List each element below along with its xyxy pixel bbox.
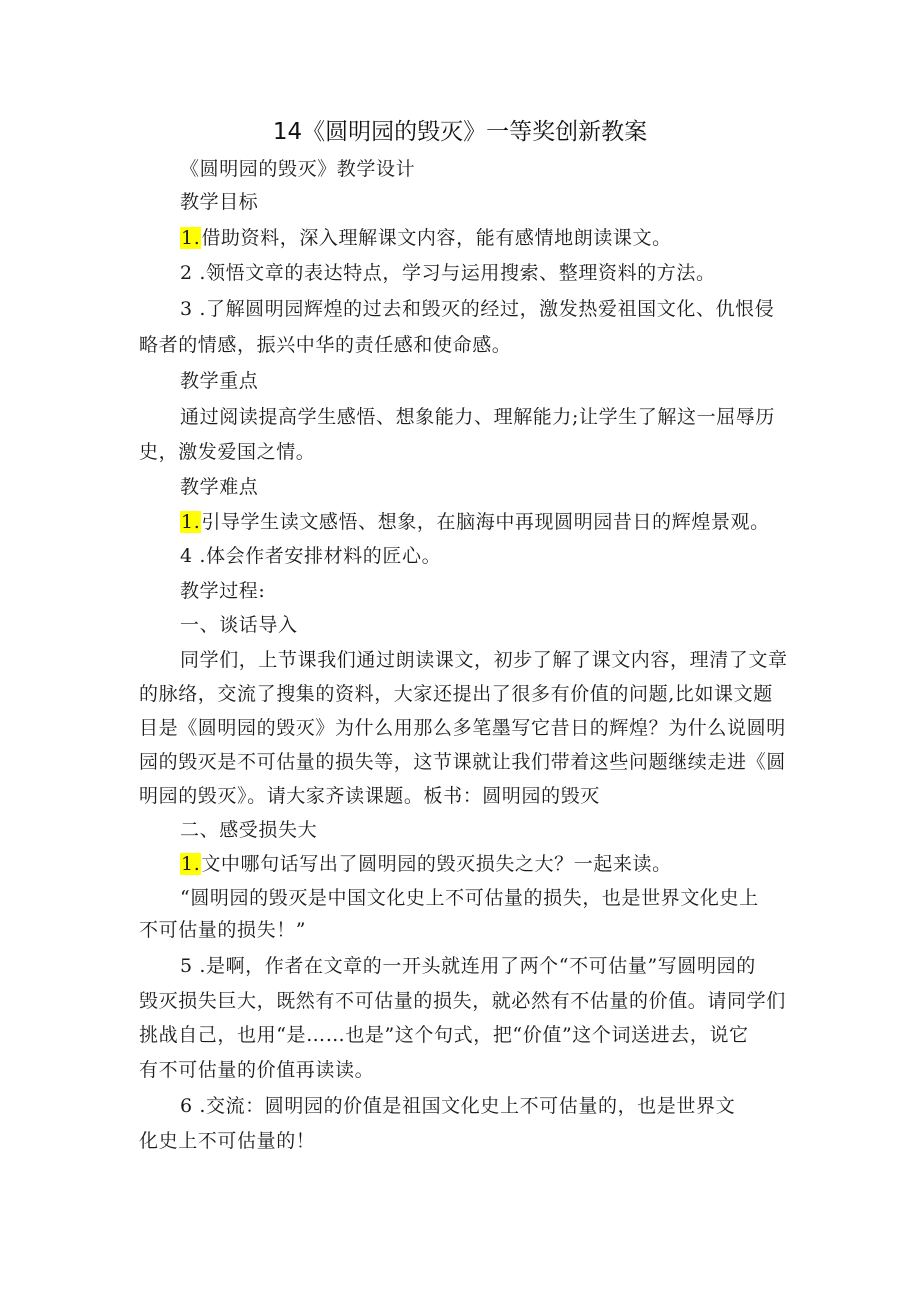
difficulty-item-4: 4 .体会作者安排材料的匠心。 [180,545,442,567]
part2-heading: 二、感受损失大 [180,819,318,841]
part1-line-2: 的脉络，交流了搜集的资料，大家还提出了很多有价值的问题,比如课文题 [139,683,773,705]
part1-line-5: 明园的毁灭》。请大家齐读课题。板书：圆明园的毁灭 [139,785,600,807]
part1-line-4: 园的毁灭是不可估量的损失等，这节课就让我们带着这些问题继续走进《圆 [139,751,786,773]
goal-item-1-text: 借助资料，深入理解课文内容，能有感情地朗读课文。 [201,227,672,249]
quote-line-1: “圆明园的毁灭是中国文化史上不可估量的损失，也是世界文化史上 [180,887,759,909]
key-points-heading: 教学重点 [180,370,259,392]
goal-item-3-line-1: 3 .了解圆明园辉煌的过去和毁灭的经过，激发热爱祖国文化、仇恨侵 [180,298,775,320]
highlighted-number: 1. [181,853,201,875]
subtitle: 《圆明园的毁灭》教学设计 [180,158,416,180]
part1-line-1: 同学们，上节课我们通过朗读课文，初步了解了课文内容，理清了文章 [180,649,788,671]
item5-line-2: 毁灭损失巨大，既然有不可估量的损失，就必然有不估量的价值。请同学们 [139,990,786,1012]
part2-item-1 [180,851,672,877]
difficulty-item-1 [180,509,770,535]
item5-line-3: 挑战自己，也用“是……也是”这个句式，把“价值”这个词送进去，说它 [139,1024,749,1046]
item5-line-4: 有不可估量的价值再读读。 [139,1059,375,1081]
part2-item-1-text: 文中哪句话写出了圆明园的毁灭损失之大？一起来读。 [201,853,672,875]
goal-item-3-line-2: 略者的情感，振兴中华的责任感和使命感。 [139,334,512,356]
key-points-line-1: 通过阅读提高学生感悟、想象能力、理解能力;让学生了解这一屈辱历 [180,406,776,428]
highlighted-number: 1. [181,511,201,533]
quote-line-2: 不可估量的损失！” [139,919,307,941]
goals-heading: 教学目标 [180,191,259,213]
key-points-line-2: 史，激发爱国之情。 [139,441,316,463]
difficulty-item-1-text: 引导学生读文感悟、想象，在脑海中再现圆明园昔日的辉煌景观。 [201,511,770,533]
document-title: 14《圆明园的毁灭》一等奖创新教案 [272,119,648,145]
process-heading: 教学过程: [180,580,266,602]
goal-item-2: 2 .领悟文章的表达特点，学习与运用搜索、整理资料的方法。 [180,262,716,284]
difficulties-heading: 教学难点 [180,476,259,498]
goal-item-1 [180,225,672,251]
part1-line-3: 目是《圆明园的毁灭》为什么用那么多笔墨写它昔日的辉煌？为什么说圆明 [139,717,786,739]
part1-heading: 一、谈话导入 [180,614,298,636]
item6-line-1: 6 .交流：圆明园的价值是祖国文化史上不可估量的，也是世界文 [180,1095,736,1117]
item6-line-2: 化史上不可估量的！ [139,1130,316,1152]
item5-line-1: 5 .是啊，作者在文章的一开头就连用了两个“不可估量”写圆明园的 [180,955,756,977]
highlighted-number: 1. [181,227,201,249]
